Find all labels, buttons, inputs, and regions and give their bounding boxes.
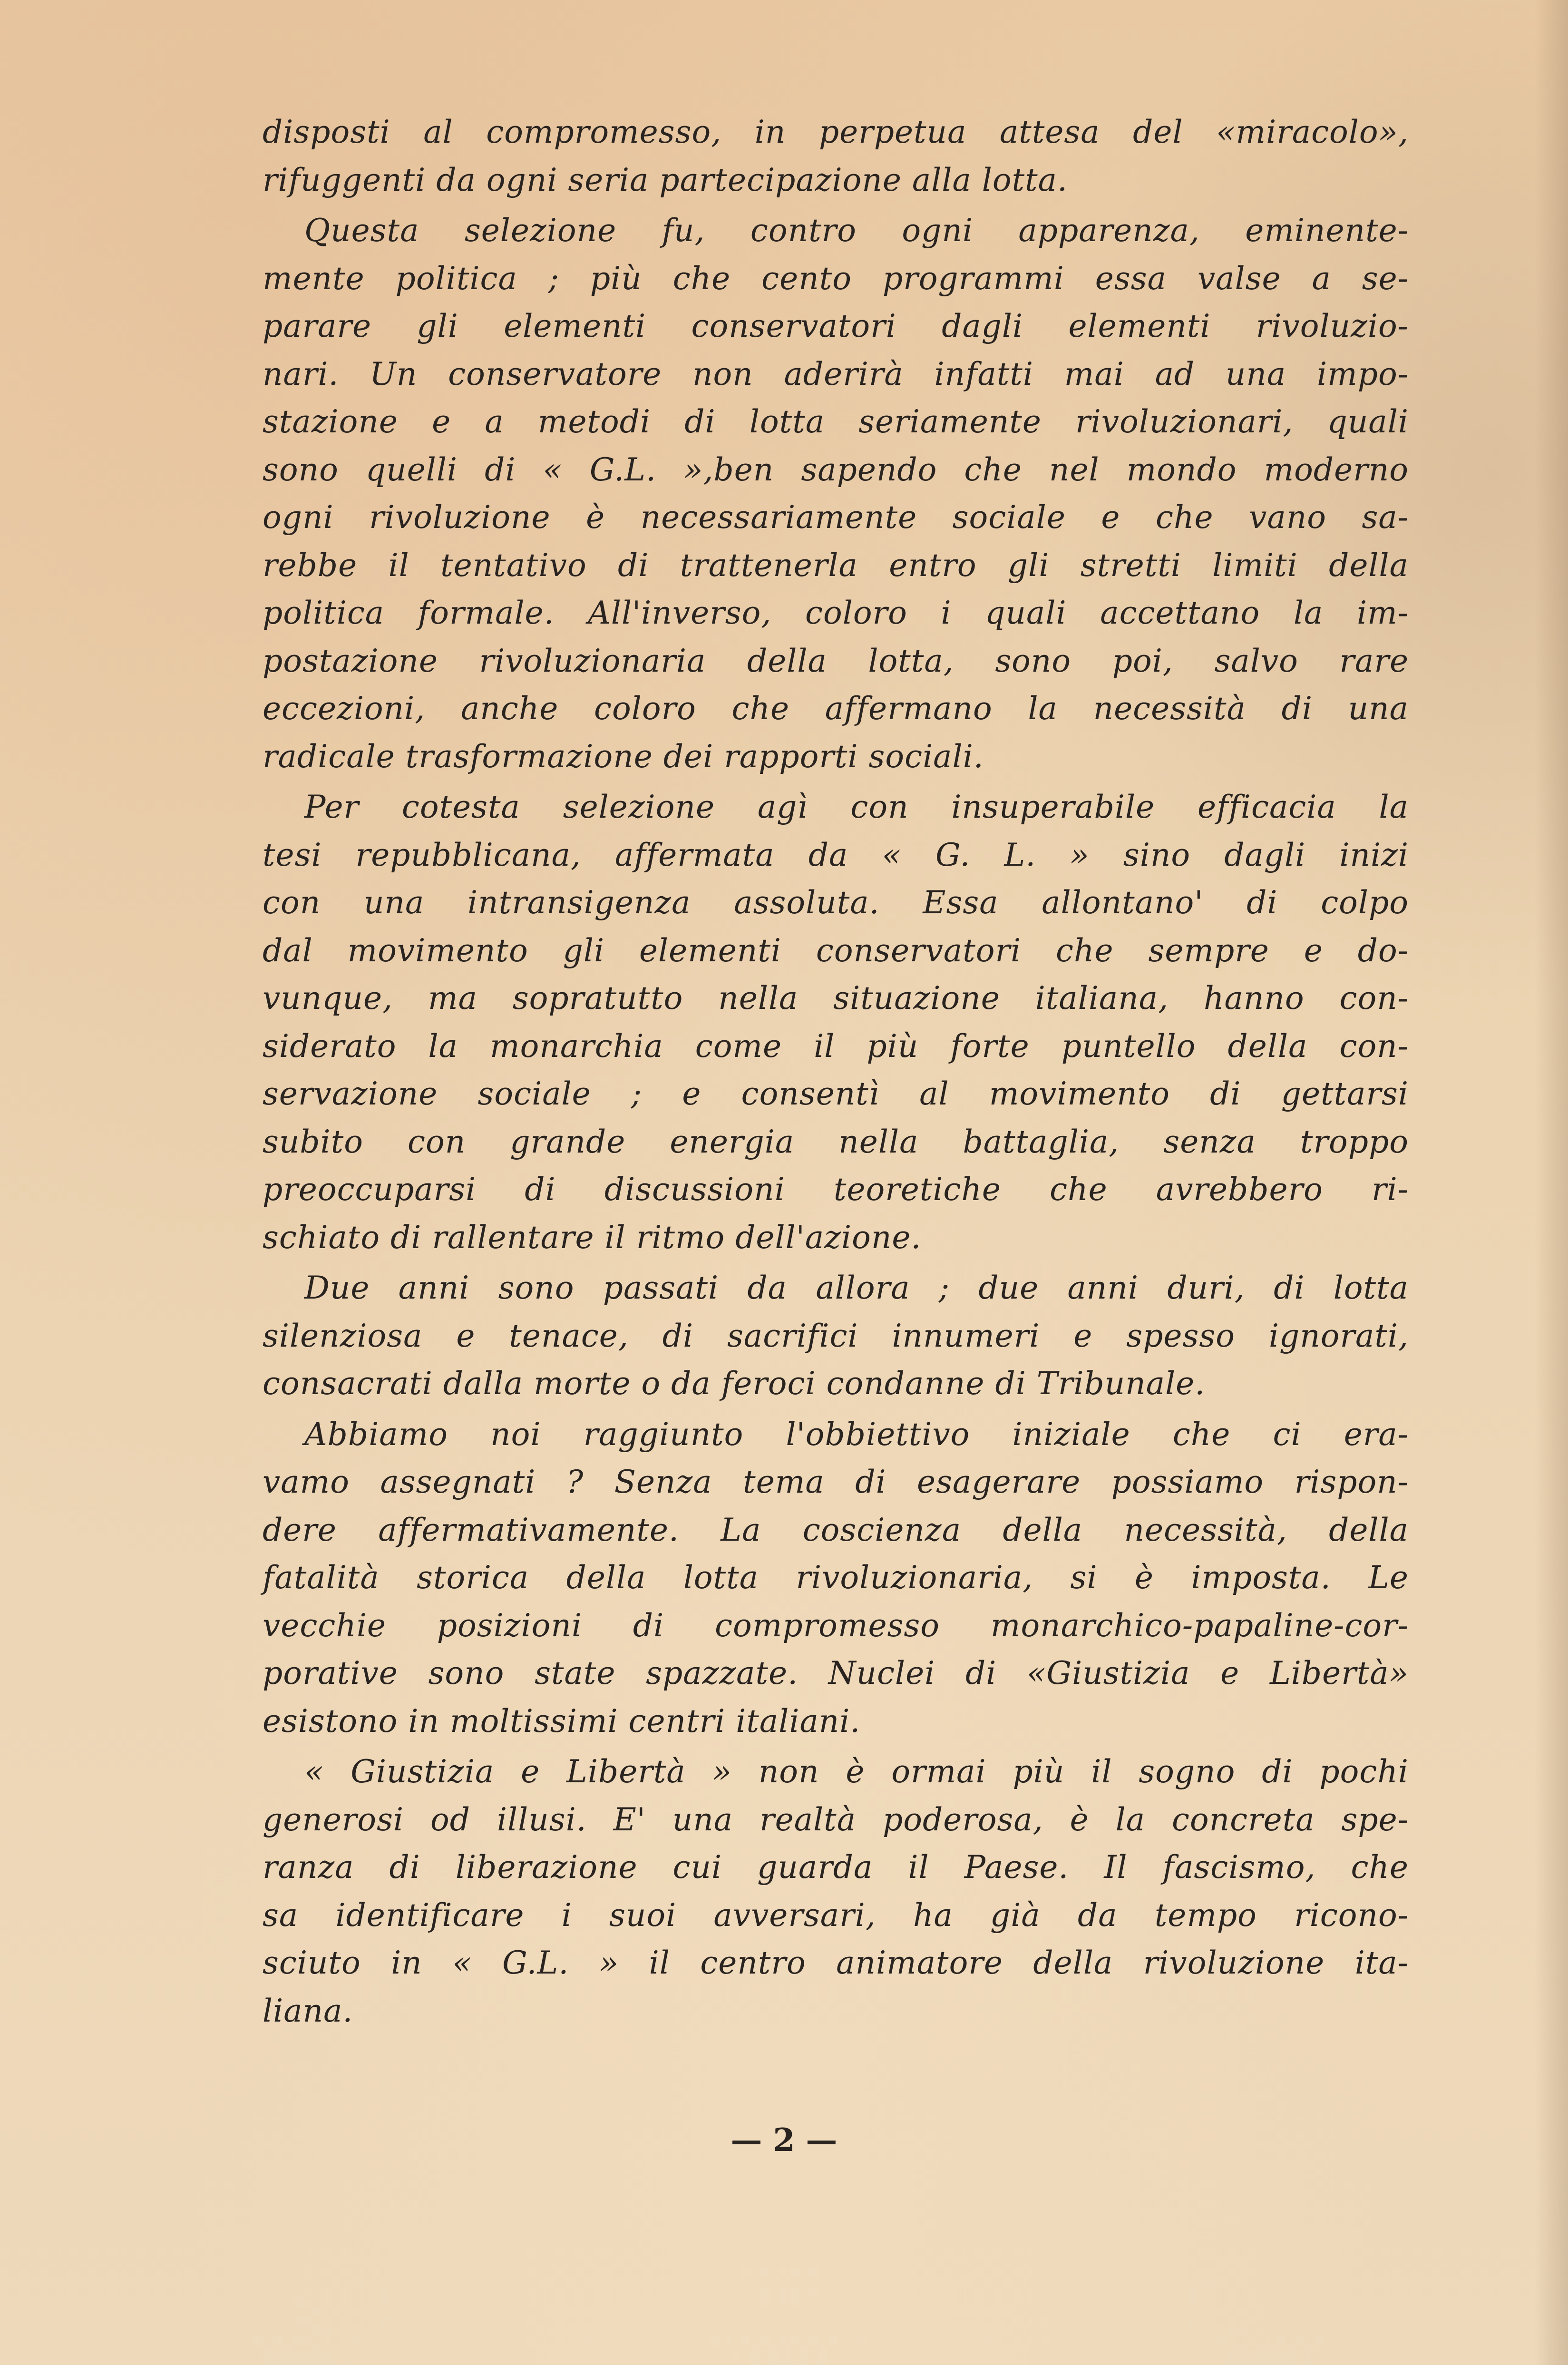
text-line: ranza di liberazione cui guarda il Paese. Il fascismo, che xyxy=(263,1849,1409,1886)
text-line: Per cotesta selezione agì con insuperabile efficacia la xyxy=(304,789,1409,825)
text-line: radicale trasformazione dei rapporti sociali. xyxy=(263,738,984,775)
text-line: sa identificare i suoi avversari, ha già da tempo ricono- xyxy=(263,1896,1409,1934)
text-line: porative sono state spazzate. Nuclei di «Giustizia e Libertà» xyxy=(263,1655,1409,1691)
paragraph-3 xyxy=(263,783,1409,1261)
body-text xyxy=(263,108,1409,2038)
text-line: dere affermativamente. La coscienza della necessità, della xyxy=(263,1511,1409,1548)
text-line: liana. xyxy=(263,1992,353,2029)
text-line: preoccuparsi di discussioni teoretiche che avrebbero ri- xyxy=(263,1171,1409,1208)
text-line: politica formale. All'inverso, coloro i quali accettano la im- xyxy=(263,595,1409,631)
page-number: — 2 — xyxy=(730,2121,838,2159)
text-line: consacrati dalla morte o da feroci condanne di Tribunale. xyxy=(263,1365,1206,1402)
paragraph-6 xyxy=(263,1748,1409,2035)
text-line: esistono in moltissimi centri italiani. xyxy=(263,1702,861,1740)
text-line: Questa selezione fu, contro ogni apparenza, eminente- xyxy=(304,212,1409,249)
text-line: disposti al compromesso, in perpetua attesa del «miracolo», xyxy=(263,114,1409,150)
paragraph-5 xyxy=(263,1411,1409,1746)
text-line: con una intransigenza assoluta. Essa allontano' di colpo xyxy=(263,884,1409,921)
text-line: nari. Un conservatore non aderirà infatti mai ad una impo- xyxy=(263,355,1409,392)
text-line: vecchie posizioni di compromesso monarchico-papaline-cor- xyxy=(263,1607,1409,1644)
text-line: vamo assegnati ? Senza tema di esagerare possiamo rispon- xyxy=(263,1464,1409,1500)
text-line: ogni rivoluzione è necessariamente sociale e che vano sa- xyxy=(263,499,1409,536)
text-line: subito con grande energia nella battaglia, senza troppo xyxy=(263,1123,1409,1160)
text-line: servazione sociale ; e consentì al movimento di gettarsi xyxy=(263,1075,1409,1112)
text-line: generosi od illusi. E' una realtà poderosa, è la concreta spe- xyxy=(263,1801,1409,1838)
page-edge-stain xyxy=(1535,0,1568,2365)
text-line: dal movimento gli elementi conservatori che sempre e do- xyxy=(263,932,1409,969)
text-line: mente politica ; più che cento programmi essa valse a se- xyxy=(263,260,1409,297)
text-line: postazione rivoluzionaria della lotta, sono poi, salvo rare xyxy=(263,642,1409,679)
text-line: sono quelli di « G.L. »,ben sapendo che nel mondo moderno xyxy=(263,451,1409,488)
text-line: rifuggenti da ogni seria partecipazione alla lotta. xyxy=(263,161,1068,198)
text-line: vunque, ma sopratutto nella situazione italiana, hanno con- xyxy=(263,980,1409,1016)
text-line: stazione e a metodi di lotta seriamente rivoluzionari, quali xyxy=(263,403,1409,440)
text-line: sciuto in « G.L. » il centro animatore della rivoluzione ita- xyxy=(263,1945,1409,1981)
paragraph-4 xyxy=(263,1264,1409,1408)
text-line: tesi repubblicana, affermata da « G. L. » sino dagli inizi xyxy=(263,836,1409,873)
text-line: silenziosa e tenace, di sacrifici innumeri e spesso ignorati, xyxy=(263,1317,1409,1354)
text-line: « Giustizia e Libertà » non è ormai più il sogno di pochi xyxy=(304,1753,1409,1790)
text-line: siderato la monarchia come il più forte puntello della con- xyxy=(263,1027,1409,1065)
text-line: Due anni sono passati da allora ; due anni duri, di lotta xyxy=(304,1270,1409,1306)
paragraph-1 xyxy=(263,108,1409,204)
text-line: rebbe il tentativo di trattenerla entro gli stretti limiti della xyxy=(263,547,1409,584)
text-line: eccezioni, anche coloro che affermano la necessità di una xyxy=(263,690,1409,727)
text-line: Abbiamo noi raggiunto l'obbiettivo iniziale che ci era- xyxy=(304,1416,1409,1453)
text-line: schiato di rallentare il ritmo dell'azione. xyxy=(263,1219,922,1256)
text-line: fatalità storica della lotta rivoluzionaria, si è imposta. Le xyxy=(263,1559,1409,1596)
paragraph-2 xyxy=(263,207,1409,781)
text-line: parare gli elementi conservatori dagli elementi rivoluzio- xyxy=(263,308,1409,344)
